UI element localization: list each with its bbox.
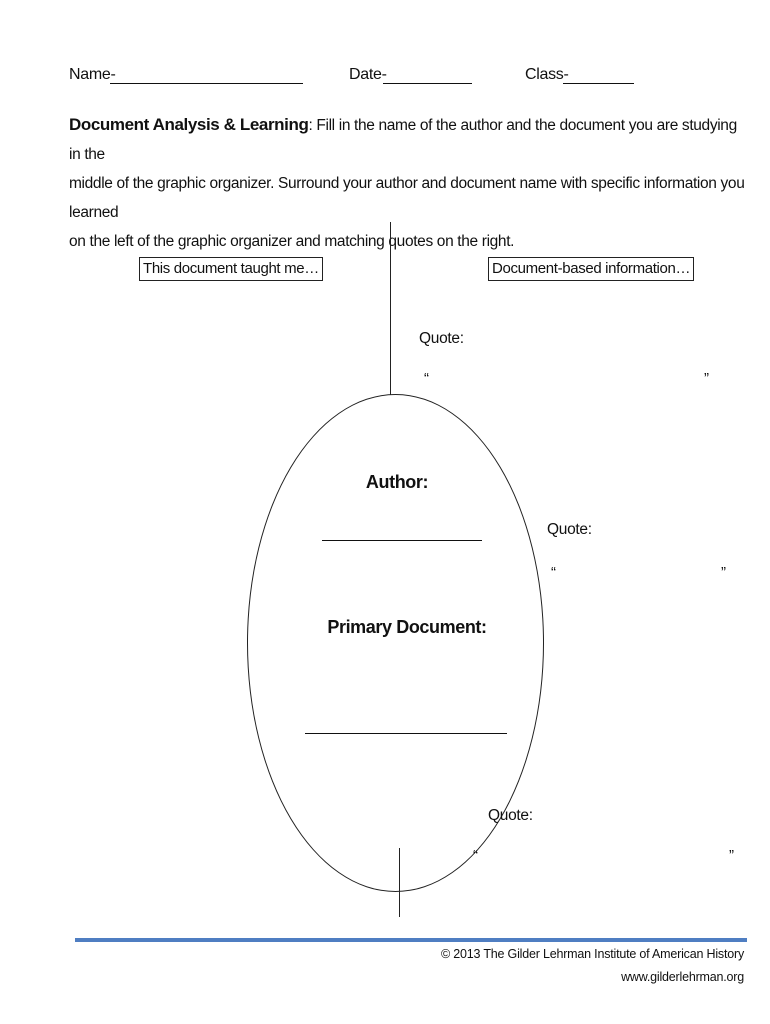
bottom-connector-line (399, 848, 400, 917)
author-label: Author: (365, 472, 429, 492)
instructions-title: Document Analysis & Learning (69, 115, 309, 134)
instructions (69, 110, 749, 256)
quote-label-3: Quote: (488, 807, 533, 824)
document-label: Primary Document: (327, 617, 487, 637)
date-label: Date- (349, 66, 387, 83)
close-quote-1: ” (704, 370, 709, 387)
instructions-line-2: middle of the graphic organizer. Surround your author and document name with specific information you learned (69, 175, 745, 221)
quote-label-2: Quote: (547, 521, 592, 538)
instructions-line-3: on the left of the graphic organizer and matching quotes on the right. (69, 233, 515, 250)
open-quote-1: “ (424, 370, 429, 387)
open-quote-2: “ (551, 564, 556, 581)
document-field[interactable] (305, 733, 507, 734)
close-quote-2: ” (721, 564, 726, 581)
open-quote-3: “ (473, 847, 478, 864)
name-label: Name- (69, 66, 116, 83)
date-field[interactable] (383, 83, 472, 84)
author-field[interactable] (322, 540, 482, 541)
close-quote-3: ” (729, 847, 734, 864)
left-heading-box: This document taught me… (139, 257, 323, 281)
name-field[interactable] (110, 83, 303, 84)
right-heading-box: Document-based information… (488, 257, 694, 281)
footer-rule (75, 938, 747, 942)
quote-label-1: Quote: (419, 330, 464, 347)
class-field[interactable] (563, 83, 634, 84)
instructions-line-1: : Fill in the name of the author and the document you are studying in the (69, 117, 737, 163)
footer-website: www.gilderlehrman.org (621, 970, 744, 984)
footer-copyright: © 2013 The Gilder Lehrman Institute of American History (441, 947, 744, 961)
class-label: Class- (525, 66, 569, 83)
top-connector-line (390, 222, 391, 395)
